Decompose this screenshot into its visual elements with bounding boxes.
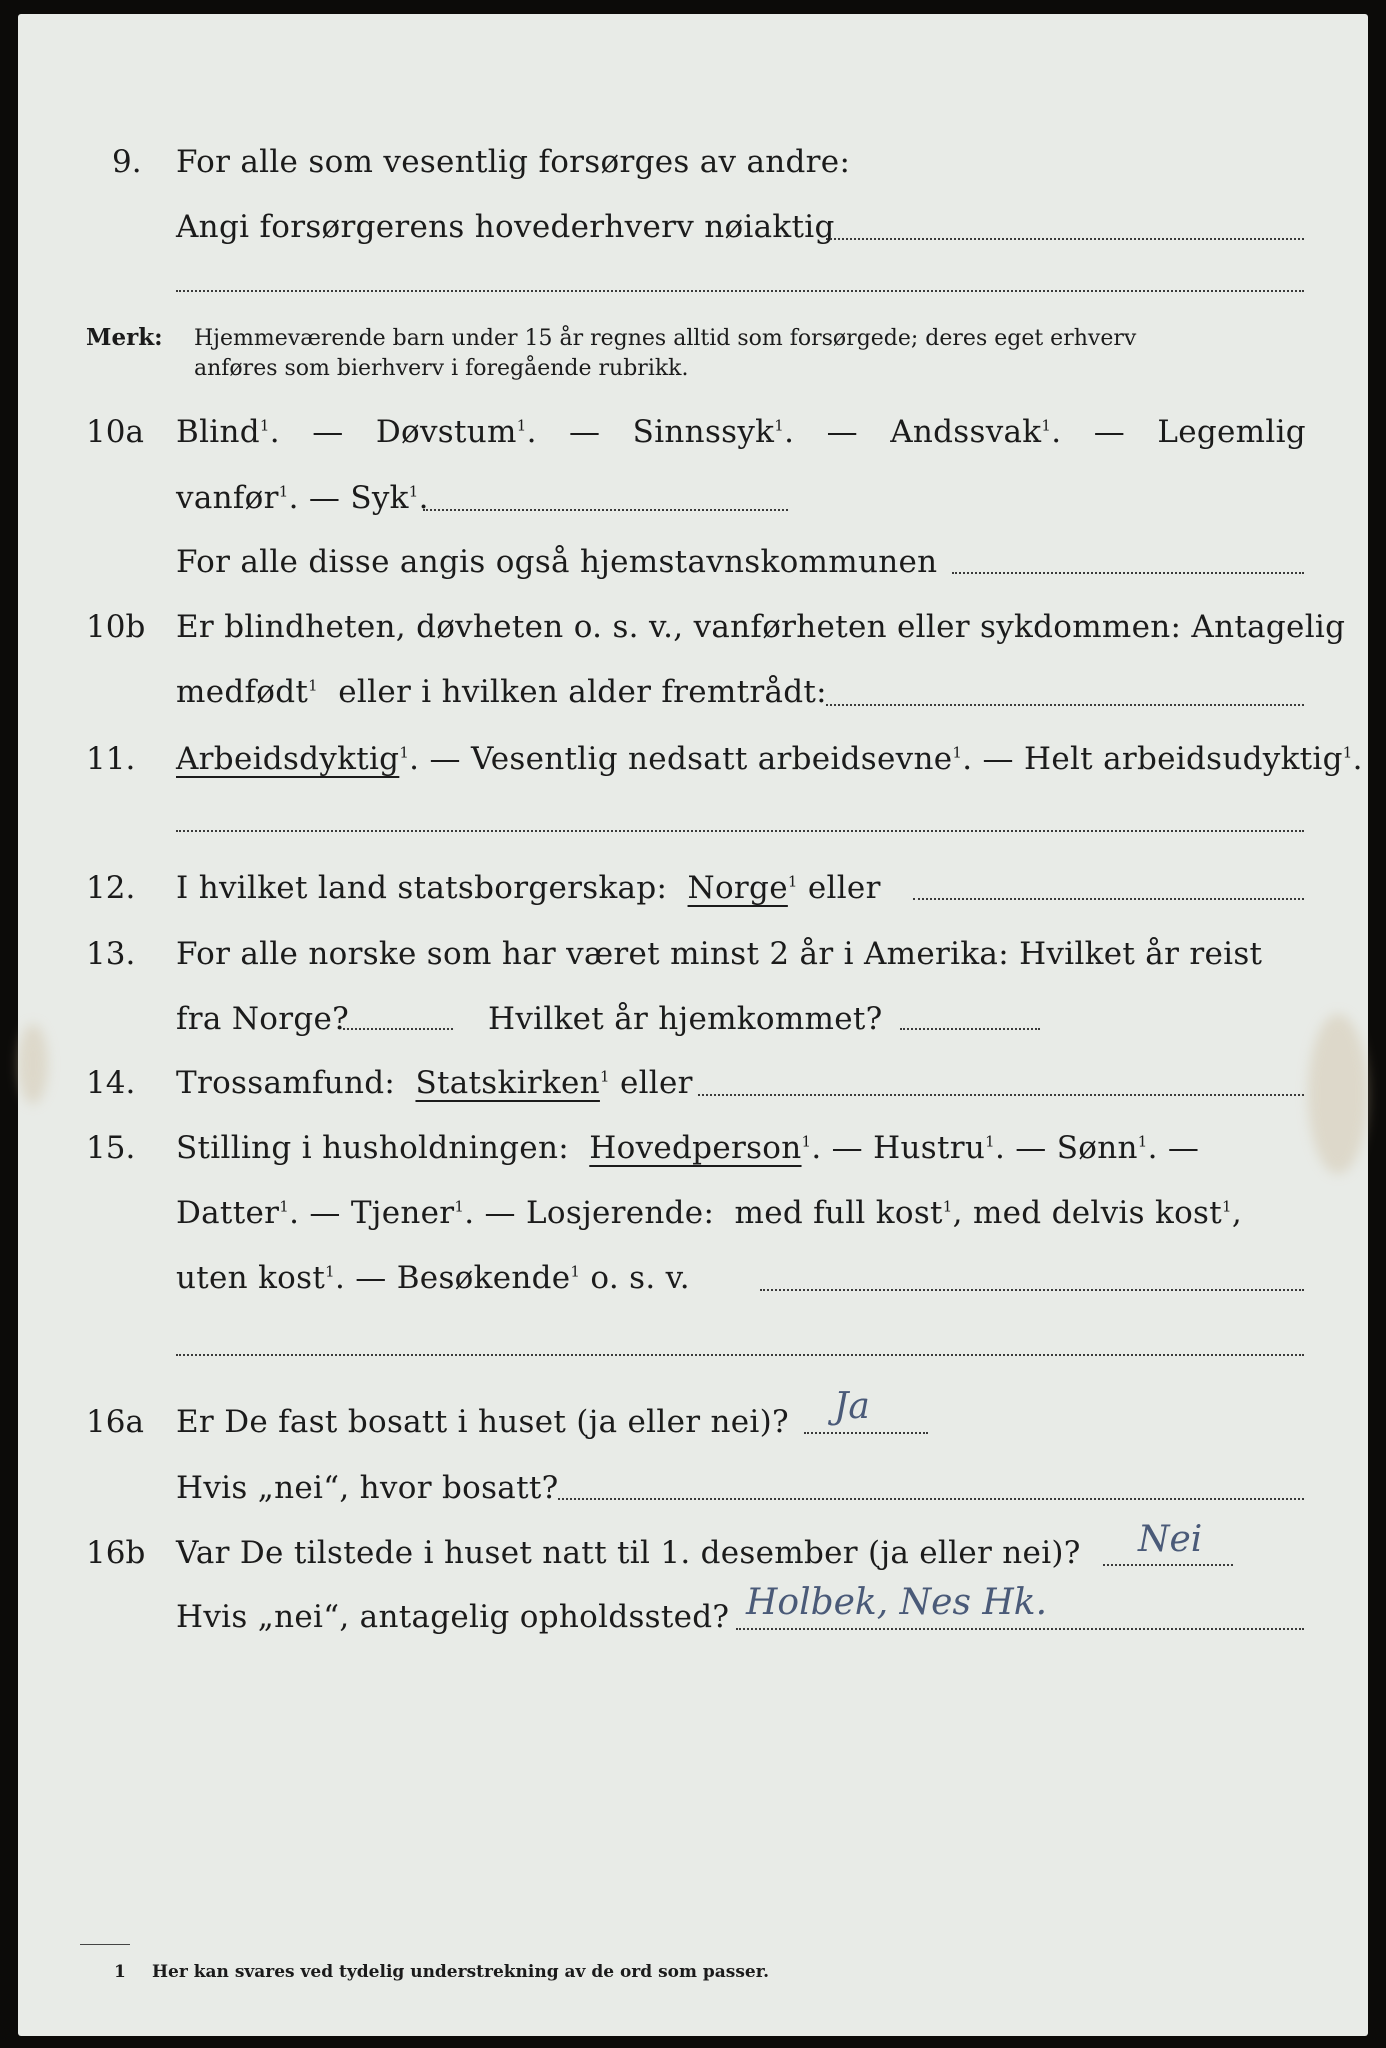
q16b-handwritten-place: Holbek, Nes Hk.: [746, 1582, 1048, 1623]
q14-answer-field[interactable]: [698, 1094, 1304, 1096]
q16a-line2: Hvis „nei“, hvor bosatt?: [176, 1470, 559, 1506]
footnote-mark: 1: [114, 1962, 126, 1982]
merk-line1: Hjemmeværende barn under 15 år regnes alltid som forsørgede; deres eget erhverv: [194, 326, 1137, 351]
q15-besokende: Besøkende: [396, 1260, 571, 1296]
paper-stain: [1308, 1014, 1368, 1174]
q9-answer-field[interactable]: [826, 238, 1304, 240]
census-form-page: [18, 14, 1368, 2036]
q10a-dovstum: Døvstum: [375, 414, 517, 450]
q15-full-kost: med full kost: [734, 1195, 943, 1231]
q11-arbeidsdyktig: Arbeidsdyktig: [176, 741, 400, 777]
q11-answer-field[interactable]: [176, 830, 1304, 832]
q11-number: 11.: [86, 741, 136, 777]
q16b-line1: Var De tilstede i huset natt til 1. desember (ja eller nei)?: [176, 1535, 1081, 1571]
q10a-line1: Blind$^1$. — Døvstum$^1$. — Sinnssyk$^1$. — Andssvak$^1$. — Legemlig: [176, 414, 1306, 450]
q15-line2: Datter$^1$. — Tjener$^1$. — Losjerende: med full kost$^1$, med delvis kost$^1$,: [176, 1195, 1243, 1231]
q14-line: Trossamfund: Statskirken$^1$ eller: [176, 1065, 693, 1101]
q16b-answer-field[interactable]: [1103, 1564, 1233, 1566]
q13-line2-b: Hvilket år hjemkommet?: [488, 1001, 883, 1037]
q10a-blind: Blind: [176, 414, 260, 450]
q9-line2: Angi forsørgerens hovederhverv nøiaktig: [176, 209, 835, 245]
q12-norge: Norge: [687, 870, 788, 906]
q14-label: Trossamfund:: [176, 1065, 396, 1101]
merk-line2: anføres som bierhverv i foregående rubrikk.: [194, 356, 689, 381]
q15-osv: o. s. v.: [590, 1260, 690, 1296]
q13-line1: For alle norske som har været minst 2 år i Amerika: Hvilket år reist: [176, 936, 1263, 972]
q11-udyktig: Helt arbeidsudyktig: [1023, 741, 1343, 777]
q15-hovedperson: Hovedperson: [589, 1130, 802, 1166]
footnote-rule: [80, 1944, 130, 1945]
q15-datter: Datter: [176, 1195, 280, 1231]
q14-eller: eller: [619, 1065, 693, 1101]
q10b-alder: eller i hvilken alder fremtrådt:: [338, 674, 827, 710]
q15-answer-field[interactable]: [760, 1289, 1304, 1291]
q16a-answer-field[interactable]: [804, 1432, 928, 1434]
q16a-line1: Er De fast bosatt i huset (ja eller nei)?: [176, 1404, 789, 1440]
q10a-sinnssyk: Sinnssyk: [632, 414, 775, 450]
q15-tjener: Tjener: [350, 1195, 455, 1231]
q16b-line2: Hvis „nei“, antagelig opholdssted?: [176, 1599, 730, 1635]
q15-number: 15.: [86, 1130, 136, 1166]
footnote-text: Her kan svares ved tydelig understrekning av de ord som passer.: [152, 1962, 770, 1982]
q12-answer-field[interactable]: [913, 898, 1304, 900]
q10a-kommune-field[interactable]: [952, 572, 1304, 574]
q10a-andssvak: Andssvak: [890, 414, 1042, 450]
q12-label: I hvilket land statsborgerskap:: [176, 870, 668, 906]
q10a-syk-field[interactable]: [423, 509, 788, 511]
q12-line: I hvilket land statsborgerskap: Norge$^1$ eller: [176, 870, 881, 906]
q16b-opholdssted-field[interactable]: [736, 1628, 1304, 1630]
q10b-medfodt: medfødt: [176, 674, 309, 710]
q15-hustru: Hustru: [873, 1130, 986, 1166]
q12-number: 12.: [86, 870, 136, 906]
q10a-vanfor: vanfør: [176, 480, 279, 516]
q9-answer-field-2[interactable]: [176, 290, 1304, 292]
q9-number: 9.: [112, 144, 142, 180]
q13-hjemkommet-field[interactable]: [900, 1028, 1040, 1030]
q10a-line3: For alle disse angis også hjemstavnskommunen: [176, 544, 938, 580]
q13-number: 13.: [86, 936, 136, 972]
q11-nedsatt: Vesentlig nedsatt arbeidsevne: [470, 741, 953, 777]
q16a-number: 16a: [86, 1404, 144, 1440]
q10b-line2: medfødt$^1$ eller i hvilken alder fremtrådt:: [176, 674, 827, 710]
q14-statskirken: Statskirken: [415, 1065, 600, 1101]
merk-label: Merk:: [86, 324, 163, 351]
q10a-line2: vanfør$^1$. — Syk$^1$.: [176, 480, 429, 516]
q10b-answer-field[interactable]: [826, 704, 1304, 706]
q10a-legemlig: Legemlig: [1157, 414, 1306, 450]
q10b-line1: Er blindheten, døvheten o. s. v., vanførheten eller sykdommen: Antagelig: [176, 609, 1346, 645]
q16b-handwritten-answer: Nei: [1138, 1519, 1203, 1560]
q15-sonn: Sønn: [1056, 1130, 1138, 1166]
q10a-syk: Syk: [350, 480, 409, 516]
q13-reist-field[interactable]: [343, 1028, 453, 1030]
q16a-bosatt-field[interactable]: [558, 1498, 1304, 1500]
q15-delvis-kost: med delvis kost: [972, 1195, 1223, 1231]
q14-number: 14.: [86, 1065, 136, 1101]
q16a-handwritten-answer: Ja: [834, 1386, 870, 1427]
q15-line3: uten kost$^1$. — Besøkende$^1$ o. s. v.: [176, 1260, 690, 1296]
q10a-number: 10a: [86, 414, 144, 450]
q16b-number: 16b: [86, 1535, 146, 1571]
q15-label: Stilling i husholdningen:: [176, 1130, 569, 1166]
q15-answer-field-2[interactable]: [176, 1354, 1304, 1356]
q9-line1: For alle som vesentlig forsørges av andre:: [176, 144, 851, 180]
q10b-number: 10b: [86, 609, 146, 645]
q11-line: Arbeidsdyktig$^1$. — Vesentlig nedsatt arbeidsevne$^1$. — Helt arbeidsudyktig$^1$.: [176, 741, 1363, 777]
q15-line1: Stilling i husholdningen: Hovedperson$^1$. — Hustru$^1$. — Sønn$^1$. —: [176, 1130, 1200, 1166]
q15-losjerende: Losjerende:: [526, 1195, 715, 1231]
q15-uten-kost: uten kost: [176, 1260, 326, 1296]
q12-eller: eller: [807, 870, 881, 906]
paper-stain: [18, 1024, 48, 1104]
q13-line2-a: fra Norge?: [176, 1001, 350, 1037]
